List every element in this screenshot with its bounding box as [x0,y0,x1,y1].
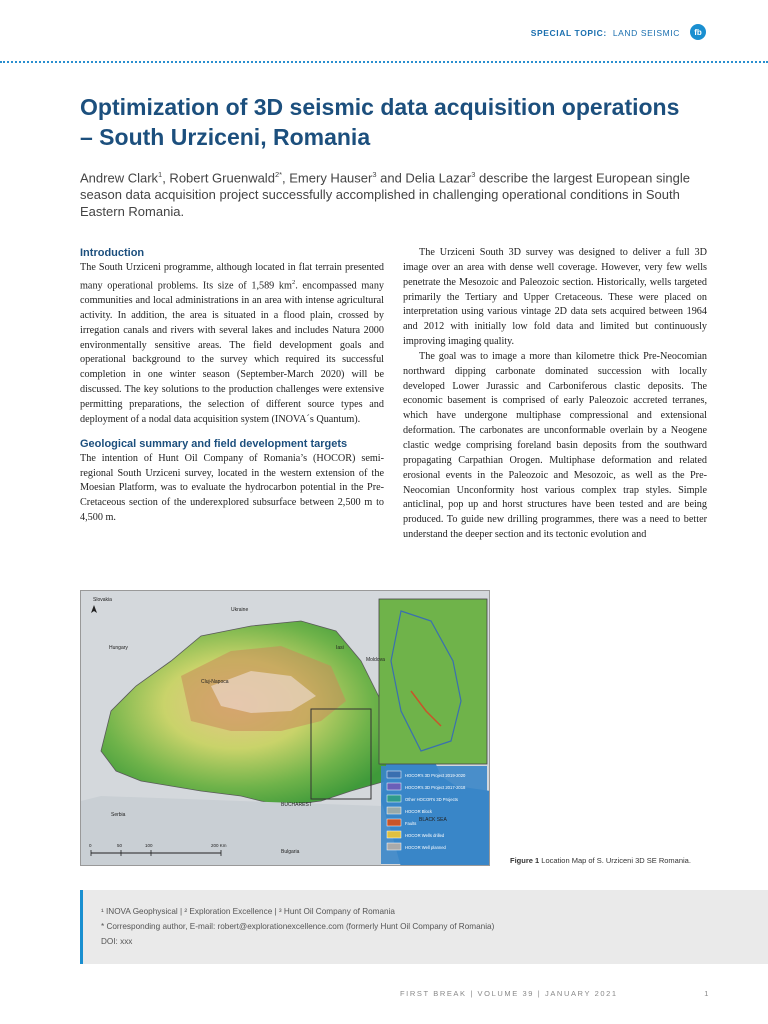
lede-text: describe the largest European single season data acquisition project successfully accomplished in challenging operational conditions in South Eastern Romania. [80,170,690,220]
map-label-bulgaria: Bulgaria [281,849,300,855]
author-1-affil: 1 [158,170,163,179]
legend-label: Other HOCOR's 3D Projects [405,797,458,802]
doi-footnote: DOI: xxx [101,937,133,946]
left-column [80,246,384,526]
article-lede [80,166,690,220]
author-4-affil: 3 [471,170,476,179]
author-1: Andrew Clark [80,170,159,186]
right-paragraph-2: The goal was to image a more than kilometre thick Pre-Neocomian northward dipping carbonate dominated succession with locally developed Lower Jurassic and Carboniferous clastic deposits. The economic basement is comprised of early Paleozoic accreted terranes, which have undergone multiphase compressional and extensional deformation. The carbonates are unconformable overlain by a Neogene clastic wedge comprising foreland basin deposits from the southward propagating Carpathian Orogen. Multiphase deformation and related erosional events in the Paleozoic and Mesozoic, as well as the Pre-Neocomian Unconformity host various complex trap styles. Simple anticlinal, pop up and horst structures have been tested and are being produced. To guide new drilling programmes, there was a need to better understand the deeper section and its tectonic evolution and [403,350,707,541]
legend-label: Faults [405,821,417,826]
intro-superscript: 2 [291,278,296,286]
affiliations-footnote: ¹ INOVA Geophysical | ² Exploration Excellence | ³ Hunt Oil Company of Romania [101,907,395,916]
legend-label: HOCOR's 3D Project 2019-2020 [405,773,466,778]
corresponding-author-footnote: * Corresponding author, E-mail: robert@explorationexcellence.com (formerly Hunt Oil Company of Romania) [101,922,495,931]
map-label-moldova: Moldova [366,657,385,663]
map-label-ukraine: Ukraine [231,607,249,613]
right-column [403,246,707,543]
legend-label: HOCOR's 3D Project 2017-2018 [405,785,466,790]
legend-swatch [387,819,401,826]
author-3-affil: 3 [372,170,377,179]
figure-caption-text: Location Map of S. Urziceni 3D SE Romania. [539,856,691,865]
map-label-slovakia: Slovakia [93,597,112,603]
location-map-figure [80,590,490,866]
first-break-logo-icon [690,24,706,40]
map-label-black-sea: BLACK SEA [419,817,447,823]
page-footer [400,989,710,998]
map-label-iasi: Iasi [336,645,344,651]
scale-label: 100 [145,843,153,848]
legend-label: HOCOR Well planned [405,845,446,850]
right-paragraph-1: The Urziceni South 3D survey was designed to deliver a full 3D image over an area with dense well coverage. However, very few wells penetrate the Mesozoic and Paleozoic section. Historically, wells targeted primarily the Tertiary and Upper Cretaceous. These were placed on interpretation using various vintage 2D data sets acquired between 1964 and 2012 with initially low fold data and limited but continuously improving imaging quality. [403,247,707,348]
legend-swatch [387,795,401,802]
author-3: , Emery Hauser [282,170,373,186]
intro-text-b: . encompassed many communities and local administrations in an area with intense agricultural activity. In addition, the area is situated in a flood plain, crossed by irregation canals and rivers with several lakes and includes Natura 2000 environmentally sensitive areas. The field development goals and operational background to the survey which required its successful completion in one winter season (September-March 2020) will be discussed. The key solutions to the production challenges were extensive permitting preparations, the selection of different source types and deployment of a nodal data acquisition system (INOVA´s Quantum). [80,280,385,425]
map-label-serbia: Serbia [111,812,126,818]
special-topic-label [531,28,680,38]
legend-label: HOCOR Wells drilled [405,833,445,838]
author-2-affil: 2* [274,170,283,179]
intro-text-a: The South Urziceni programme, although located in flat terrain presented many operational problems. Its size of 1,589 km [80,262,384,292]
page-number: 1 [704,989,710,998]
map-label-hungary: Hungary [109,645,128,651]
legend-swatch [387,807,401,814]
introduction-paragraph [80,261,384,428]
map-label-cluj: Cluj-Napoca [201,679,229,685]
legend-swatches [387,771,401,850]
journal-info: FIRST BREAK | VOLUME 39 | JANUARY 2021 [400,989,618,998]
scale-label: 0 [89,843,92,848]
article-title: Optimization of 3D seismic data acquisition operations – South Urziceni, Romania [80,94,680,150]
location-map [81,591,490,866]
topic-name: LAND SEISMIC [612,28,680,38]
author-2: , Robert Gruenwald [162,170,275,186]
figure-caption [510,856,710,865]
scale-label: 50 [117,843,123,848]
bulgaria-area [81,796,381,866]
footnote-box [80,890,768,964]
scale-label: 200 Km [211,843,227,848]
introduction-heading: Introduction [80,247,145,259]
legend-swatch [387,843,401,850]
logo-text: fb [690,24,706,40]
author-4: and Delia Lazar [376,170,472,186]
map-label-bucharest: BUCHAREST [281,802,312,808]
header-divider [0,61,768,63]
figure-caption-label: Figure 1 [510,856,540,865]
geology-paragraph: The intention of Hunt Oil Company of Romania’s (HOCOR) semi-regional South Urziceni survey, located in the western extension of the Moesian Platform, was to evaluate the hydrocarbon potential in the Pre-Cretaceous section of the underexplored subsurface between 2,500 m to 4,500 m. [80,452,384,524]
legend-swatch [387,783,401,790]
legend-label: HOCOR Block [405,809,432,814]
topic-prefix: SPECIAL TOPIC: [530,28,607,38]
geology-heading: Geological summary and field development targets [80,437,348,450]
legend-swatch [387,771,401,778]
legend-swatch [387,831,401,838]
